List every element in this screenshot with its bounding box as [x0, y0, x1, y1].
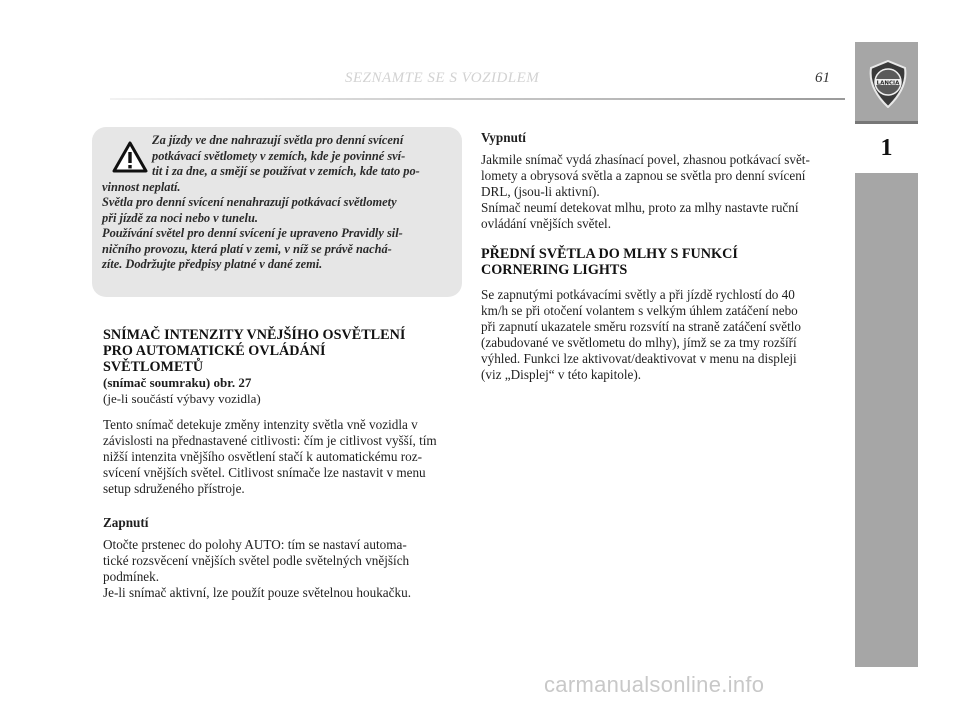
body-line: Snímač neumí detekovat mlhu, proto za mlhy nastavte ruční	[481, 200, 799, 215]
header-rule	[110, 98, 845, 100]
lancia-logo	[867, 60, 909, 108]
warning-line: vinnost neplatí.	[102, 179, 181, 194]
body-line: tické rozsvěcení vnějších světel podle světelných vnějších	[103, 553, 410, 568]
section-heading-line: PRO AUTOMATICKÉ OVLÁDÁNÍ	[103, 343, 326, 359]
warning-line: Za jízdy ve dne nahrazují světla pro denní svícení	[152, 133, 404, 147]
body-line: (zabudované ve světlometu do mlhy), jímž se za tmy rozšíří	[481, 335, 797, 350]
body-line: podmínek.	[103, 569, 160, 584]
section-heading-line: SVĚTLOMETŮ	[103, 359, 204, 375]
warning-line: tit i za dne, a smějí se používat v zemích, kde tato po-	[152, 164, 420, 178]
section-heading-line: CORNERING LIGHTS	[481, 262, 628, 278]
body-line: svícení vnějších světel. Citlivost snímače lze nastavit v menu	[103, 465, 426, 480]
warning-box	[92, 127, 462, 297]
off-label: Vypnutí	[481, 130, 526, 145]
body-line: Tento snímač detekuje změny intenzity světla vně vozidla v	[103, 417, 418, 432]
body-line: (viz „Displej“ v této kapitole).	[481, 367, 642, 382]
body-line: nižší intenzita vnějšího osvětlení stačí k automatickému roz-	[103, 449, 422, 464]
body-line: km/h se při otočení volantem s velkým úhlem zatáčení nebo	[481, 303, 798, 318]
body-line: Jakmile snímač vydá zhasínací povel, zhasnou potkávací svět-	[481, 152, 810, 167]
warning-line: Světla pro denní svícení nenahrazují potkávací světlomety	[102, 195, 397, 209]
body-line: Se zapnutými potkávacími světly a při jízdě rychlostí do 40	[481, 287, 795, 302]
svg-text:LANCIA: LANCIA	[876, 80, 900, 87]
section-heading-line: PŘEDNÍ SVĚTLA DO MLHY S FUNKCÍ	[481, 246, 738, 262]
warning-line: potkávací světlomety v zemích, kde je povinné sví-	[152, 148, 406, 163]
body-line: Otočte prstenec do polohy AUTO: tím se nastaví automa-	[103, 537, 407, 552]
right-column	[481, 130, 826, 383]
body-line: ovládání vnějších světel.	[481, 216, 612, 231]
equipment-note: (je-li součástí výbavy vozidla)	[103, 391, 261, 406]
body-line: DRL, (jsou-li aktivní).	[481, 184, 600, 199]
page-number: 61	[815, 70, 830, 86]
chapter-number: 1	[855, 121, 918, 173]
running-header-title: SEZNAMTE SE S VOZIDLEM	[345, 70, 540, 86]
warning-line: při jízdě za noci nebo v tunelu.	[102, 210, 258, 225]
section-heading-line: SNÍMAČ INTENZITY VNĚJŠÍHO OSVĚTLENÍ	[103, 327, 406, 343]
section-subheading: (snímač soumraku) obr. 27	[103, 375, 252, 390]
body-line: lomety a obrysová světla a zapnou se světla pro denní svícení	[481, 168, 806, 183]
body-line: Je-li snímač aktivní, lze použít pouze světelnou houkačku.	[103, 585, 411, 600]
body-line: výhled. Funkci lze aktivovat/deaktivovat v menu na displeji	[481, 351, 797, 366]
on-label: Zapnutí	[103, 515, 149, 530]
body-line: závislosti na přednastavené citlivosti: čím je citlivost vyšší, tím	[103, 433, 437, 448]
warning-line: ničního provozu, která platí v zemi, v níž se právě nachá-	[102, 241, 392, 256]
warning-line: zíte. Dodržujte předpisy platné v dané zemi.	[102, 257, 323, 271]
watermark: carmanualsonline.info	[544, 672, 765, 697]
body-line: při zapnutí ukazatele směru rozsvítí na straně zatáčení světlo	[481, 319, 802, 334]
warning-line: Používání světel pro denní svícení je upraveno Pravidly sil-	[102, 226, 403, 240]
warning-text	[102, 133, 442, 273]
left-column	[103, 327, 458, 601]
body-line: setup sdruženého přístroje.	[103, 481, 245, 496]
